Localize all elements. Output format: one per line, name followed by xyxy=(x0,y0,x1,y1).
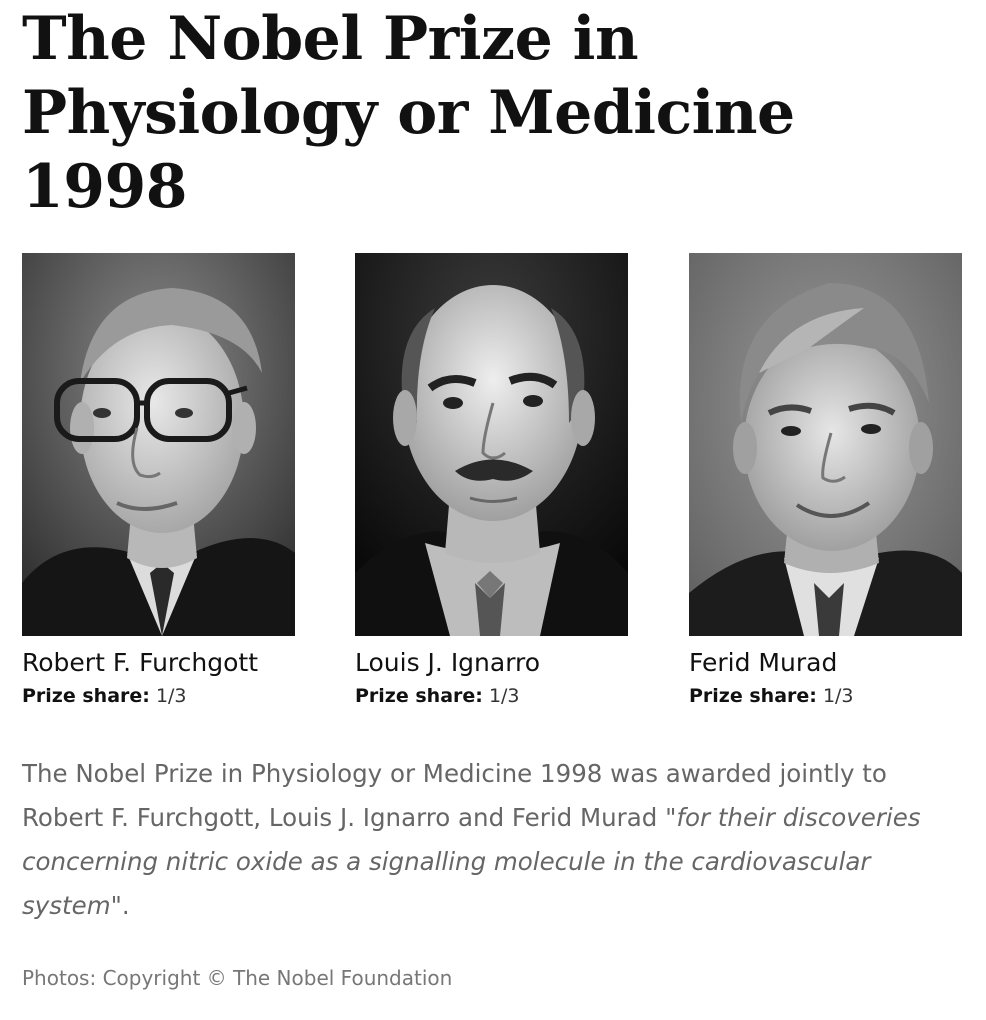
prize-share-label: Prize share: xyxy=(355,685,483,707)
laureate-photo-murad[interactable] xyxy=(689,253,962,636)
prize-share-value: 1/3 xyxy=(822,685,854,707)
laureate-card-furchgott[interactable] xyxy=(22,253,296,710)
portrait-image xyxy=(355,253,628,636)
motivation-quote: "for their discoveries concerning nitric oxide as a signalling molecule in the cardiovascular system" xyxy=(22,803,921,920)
laureate-photo-ignarro[interactable] xyxy=(355,253,628,636)
laureate-name[interactable]: Ferid Murad xyxy=(689,648,838,677)
laureate-name[interactable]: Louis J. Ignarro xyxy=(355,648,541,677)
laureates-list xyxy=(22,253,966,713)
prize-page xyxy=(22,0,966,990)
portrait-image xyxy=(22,253,295,636)
prize-share-value: 1/3 xyxy=(155,685,187,707)
laureate-card-murad[interactable] xyxy=(689,253,963,710)
prize-share-value: 1/3 xyxy=(488,685,520,707)
motivation-end: . xyxy=(121,891,130,920)
prize-share xyxy=(22,682,296,710)
prize-share xyxy=(689,682,963,710)
photo-credit: Photos: Copyright © The Nobel Foundation xyxy=(22,966,453,990)
laureate-photo-furchgott[interactable] xyxy=(22,253,295,636)
prize-share xyxy=(355,682,629,710)
laureate-card-ignarro[interactable] xyxy=(355,253,629,710)
prize-share-label: Prize share: xyxy=(22,685,150,707)
motivation-intro: The Nobel Prize in Physiology or Medicine 1998 was awarded jointly to Robert F. Furchgott, Louis J. Ignarro and Ferid Murad xyxy=(22,759,887,832)
prize-share-label: Prize share: xyxy=(689,685,817,707)
laureate-name[interactable]: Robert F. Furchgott xyxy=(22,648,259,677)
page-title: The Nobel Prize in Physiology or Medicine 1998 xyxy=(22,4,795,222)
portrait-image xyxy=(689,253,962,636)
prize-motivation xyxy=(22,752,952,928)
